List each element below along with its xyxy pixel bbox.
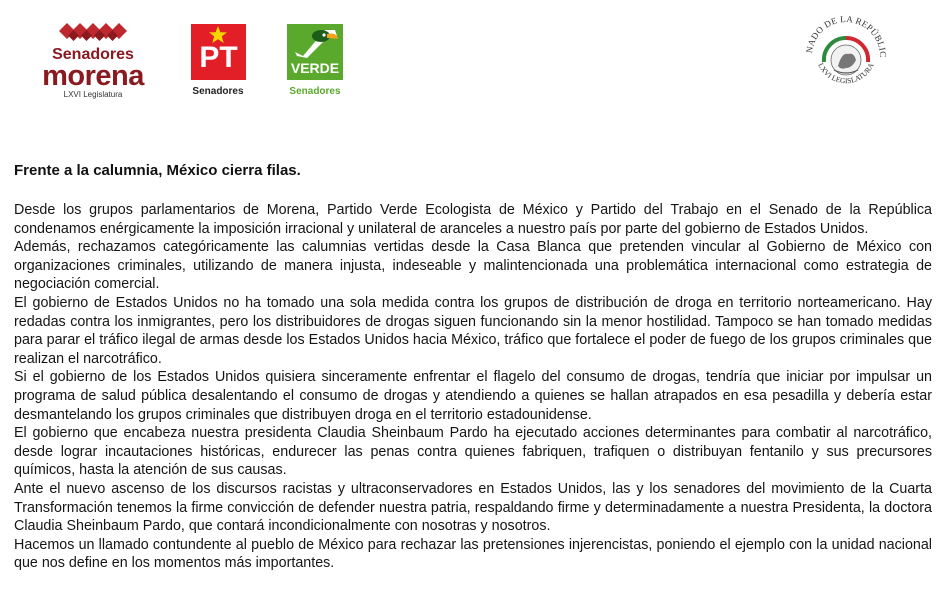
morena-senators-logo	[32, 22, 154, 102]
morena-wordmark: morena	[42, 60, 144, 92]
seal-ring-text: NADO DE LA REPÚBLIC	[804, 13, 889, 58]
senado-republica-seal	[798, 8, 894, 102]
verde-senators-logo	[284, 24, 344, 102]
verde-senadores-text: Senadores	[289, 86, 341, 97]
paragraph: Además, rechazamos categóricamente las calumnias vertidas desde la Casa Blanca que pretenden vincular al Gobierno de México con organizaciones criminales, utilizando de manera injusta, indeseable y malintencionada una problemática internacional como estrategia de negociación comercial.	[14, 239, 932, 293]
toucan-icon	[291, 26, 339, 60]
paragraph: El gobierno de Estados Unidos no ha tomado una sola medida contra los grupos de distribución de droga en territorio norteamericano. Hay redadas contra los inmigrantes, pero los distribuidores de drogas siguen funcionando sin la menor hostilidad. Tampoco se han tomado medidas para parar el tráfico ilegal de armas desde los Estados Unidos hacia México, tráfico que fortalece el poder de fuego de los grupos criminales que realizan el narcotráfico.	[14, 294, 932, 367]
verde-emblem	[287, 24, 343, 80]
pt-wordmark: PT	[199, 41, 238, 74]
paragraph: Hacemos un llamado contundente al pueblo de México para rechazar las pretensiones injerencistas, poniendo el ejemplo con la unidad nacional que nos define en los momentos más importantes.	[14, 536, 932, 572]
morena-senadores-text: Senadores	[52, 46, 134, 63]
morena-legislatura-text: LXVI Legislatura	[63, 90, 123, 99]
pt-senadores-text: Senadores	[192, 86, 244, 97]
pt-emblem	[191, 24, 246, 80]
statement-body	[14, 201, 932, 573]
page-title: Frente a la calumnia, México cierra filas.	[14, 162, 301, 179]
paragraph: Desde los grupos parlamentarios de Morena, Partido Verde Ecologista de México y Partido del Trabajo en el Senado de la República condenamos enérgicamente la imposición irracional y unilateral de aranceles a nuestro país por parte del gobierno de Estados Unidos.	[14, 202, 932, 237]
seal-legislatura-text: LXVI LEGISLATURA	[816, 61, 876, 86]
pt-senators-logo	[188, 24, 246, 102]
paragraph: Ante el nuevo ascenso de los discursos racistas y ultraconservadores en Estados Unidos, las y los senadores del movimiento de la Cuarta Transformación tenemos la firme convicción de defender nuestra patria, respaldando firme y determinadamente a nuestra Presidenta, la doctora Claudia Sheinbaum Pardo, que contará incondicionalmente con nosotras y nosotros.	[14, 480, 932, 535]
morena-diamond-icon	[58, 22, 128, 44]
verde-wordmark: VERDE	[290, 60, 340, 76]
paragraph: El gobierno que encabeza nuestra presidenta Claudia Sheinbaum Pardo ha ejecutado acciones determinantes para combatir al narcotráfico, desde lograr incautaciones históricas, endurecer las penas contra quienes fabriquen, trafiquen o distribuyan fentanilo y sus precursores químicos, hasta la atención de sus causas.	[14, 425, 932, 479]
senado-seal-icon	[798, 8, 894, 102]
paragraph: Si el gobierno de los Estados Unidos quisiera sinceramente enfrentar el flagelo del consumo de drogas, tendría que iniciar por impulsar un programa de salud pública desalentando el consumo de drogas y atendiendo a quienes se hallan atrapados en esa pesadilla y debería estar desmantelando los grupos criminales que distribuyen droga en el territorio estadounidense.	[14, 369, 932, 423]
